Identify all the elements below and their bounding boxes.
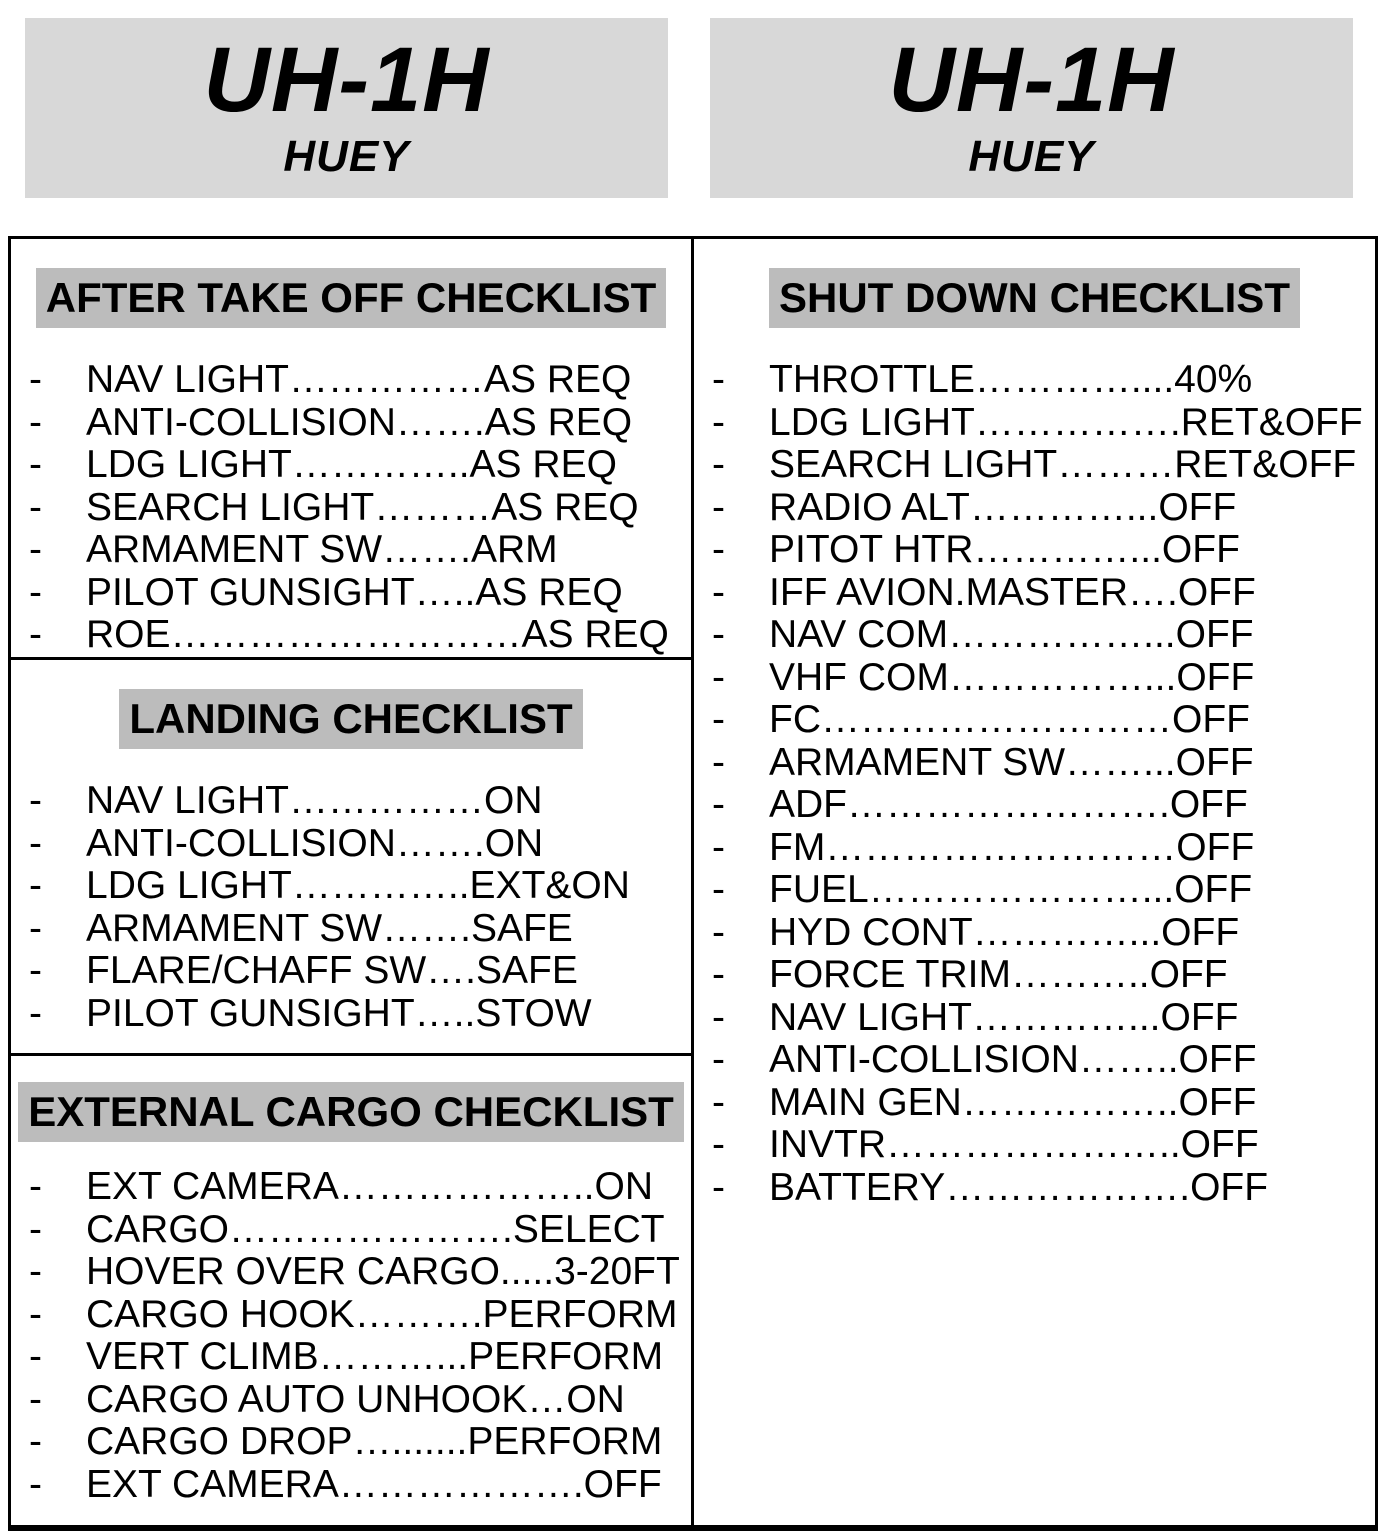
checklist-item-text: ANTI-COLLISION……..OFF	[769, 1038, 1257, 1081]
checklist-item	[694, 699, 1375, 742]
bullet-dash: -	[712, 528, 725, 571]
checklist-item	[11, 1336, 691, 1379]
bullet-dash: -	[29, 949, 42, 992]
checklist-item	[694, 1039, 1375, 1082]
checklist-item	[694, 912, 1375, 955]
checklist-item-text: EXT CAMERA………………..ON	[86, 1165, 654, 1208]
checklist-item-text: PITOT HTR…………...OFF	[769, 528, 1240, 571]
checklist-item	[694, 742, 1375, 785]
checklist-item-text: PILOT GUNSIGHT…..AS REQ	[86, 570, 623, 614]
checklist-item-text: ARMAMENT SW……...OFF	[769, 740, 1254, 784]
bullet-dash: -	[712, 868, 725, 911]
checklist-item-text: FORCE TRIM………..OFF	[769, 953, 1228, 996]
right-column	[691, 239, 1375, 1525]
bullet-dash: -	[712, 698, 725, 741]
checklist-item-text: PILOT GUNSIGHT…..STOW	[86, 991, 592, 1035]
checklist-item-text: LDG LIGHT…………..EXT&ON	[86, 864, 630, 907]
checklist-item	[11, 1464, 691, 1507]
checklist-item-text: CARGO AUTO UNHOOK…ON	[86, 1377, 625, 1421]
checklist-item-text: NAV COM……………...OFF	[769, 613, 1254, 656]
checklist-item	[11, 865, 691, 908]
bullet-dash: -	[712, 1080, 725, 1124]
checklist-item	[11, 614, 691, 657]
checklist-item-text: CARGO HOOK……….PERFORM	[86, 1292, 678, 1336]
section-shutdown	[694, 239, 1375, 1209]
checklist-item	[11, 1166, 691, 1209]
section-title: LANDING CHECKLIST	[119, 689, 582, 749]
bullet-dash: -	[29, 864, 42, 907]
bullet-dash: -	[29, 906, 42, 950]
checklist-item	[11, 359, 691, 402]
bullet-dash: -	[29, 1420, 42, 1463]
checklist-item	[694, 572, 1375, 615]
checklist-item-text: FUEL…………………...OFF	[769, 868, 1253, 911]
checklist-item-text: ANTI-COLLISION…….ON	[86, 821, 544, 865]
checklist-item	[694, 827, 1375, 870]
checklist-items	[11, 780, 691, 1035]
aircraft-nickname: HUEY	[968, 132, 1095, 181]
checklist-item-text: MAIN GEN……………..OFF	[769, 1080, 1257, 1124]
section-title: EXTERNAL CARGO CHECKLIST	[18, 1082, 684, 1142]
section-title-bar	[11, 268, 691, 328]
checklist-item-text: ARMAMENT SW…….ARM	[86, 528, 558, 571]
bullet-dash: -	[29, 1377, 42, 1421]
bullet-dash: -	[712, 995, 725, 1039]
section-title: SHUT DOWN CHECKLIST	[769, 268, 1300, 328]
checklist-item-text: SEARCH LIGHT………AS REQ	[86, 485, 639, 529]
checklist-item	[694, 1124, 1375, 1167]
bullet-dash: -	[29, 779, 42, 822]
bullet-dash: -	[29, 613, 42, 656]
header-card-left	[25, 18, 668, 198]
checklist-item-text: ADF…………………….OFF	[769, 783, 1248, 826]
checklist-item	[694, 657, 1375, 700]
checklist-item	[11, 993, 691, 1036]
checklist-item-text: CARGO………………….SELECT	[86, 1207, 665, 1251]
checklist-item	[694, 402, 1375, 445]
bullet-dash: -	[712, 400, 725, 444]
checklist-item	[11, 402, 691, 445]
bullet-dash: -	[29, 1165, 42, 1208]
checklist-item	[11, 1294, 691, 1337]
bullet-dash: -	[29, 485, 42, 529]
checklist-item-text: CARGO DROP….......PERFORM	[86, 1420, 663, 1463]
section-title-bar	[694, 268, 1375, 328]
checklist-item-text: NAV LIGHT…………...OFF	[769, 995, 1239, 1039]
checklist-item	[11, 780, 691, 823]
checklist-item	[11, 529, 691, 572]
bullet-dash: -	[712, 358, 725, 401]
bullet-dash: -	[712, 740, 725, 784]
checklist-item	[11, 444, 691, 487]
checklist-item-text: NAV LIGHT……………ON	[86, 779, 543, 822]
checklist-item	[11, 572, 691, 615]
checklist-item-text: HYD CONT…………...OFF	[769, 910, 1240, 954]
bullet-dash: -	[29, 1207, 42, 1251]
checklist-item	[694, 869, 1375, 912]
bullet-dash: -	[712, 570, 725, 614]
checklist-item-text: ANTI-COLLISION…….AS REQ	[86, 400, 633, 444]
checklist-item	[694, 997, 1375, 1040]
checklist-item-text: FLARE/CHAFF SW….SAFE	[86, 949, 578, 992]
checklist-item-text: BATTERY……………….OFF	[769, 1165, 1269, 1209]
checklist-items	[694, 359, 1375, 1209]
checklist-item-text: NAV LIGHT……………AS REQ	[86, 358, 632, 401]
checklist-item	[694, 444, 1375, 487]
aircraft-nickname: HUEY	[283, 132, 410, 181]
checklist-item-text: INVTR…………………..OFF	[769, 1123, 1259, 1166]
aircraft-model-title: UH-1H	[203, 29, 490, 131]
checklist-item	[694, 614, 1375, 657]
bullet-dash: -	[29, 570, 42, 614]
bullet-dash: -	[712, 1123, 725, 1166]
checklist-item	[11, 487, 691, 530]
checklist-item-text: VERT CLIMB………...PERFORM	[86, 1335, 664, 1378]
checklist-item-text: FM………………………OFF	[769, 825, 1255, 869]
checklist-item	[694, 359, 1375, 402]
section-external-cargo	[11, 1053, 691, 1525]
checklist-items	[11, 1166, 691, 1506]
bullet-dash: -	[712, 825, 725, 869]
bullet-dash: -	[712, 655, 725, 699]
checklist-item-text: VHF COM……………...OFF	[769, 655, 1255, 699]
checklist-item	[694, 487, 1375, 530]
checklist-item-text: SEARCH LIGHT………RET&OFF	[769, 443, 1357, 486]
checklist-item-text: EXT CAMERA……………….OFF	[86, 1462, 662, 1506]
bullet-dash: -	[29, 400, 42, 444]
bullet-dash: -	[29, 821, 42, 865]
left-column	[11, 239, 691, 1525]
aircraft-model-title: UH-1H	[888, 29, 1175, 131]
checklist-item	[694, 784, 1375, 827]
checklist-item	[694, 529, 1375, 572]
checklist-item-text: ROE………………………AS REQ	[86, 613, 669, 656]
checklist-item	[694, 1167, 1375, 1210]
checklist-items	[11, 359, 691, 657]
checklist-item	[694, 1082, 1375, 1125]
bullet-dash: -	[29, 1462, 42, 1506]
checklist-item-text: IFF AVION.MASTER….OFF	[769, 570, 1256, 614]
bullet-dash: -	[712, 443, 725, 486]
bullet-dash: -	[29, 1292, 42, 1336]
checklist-item-text: RADIO ALT…………...OFF	[769, 485, 1237, 529]
bullet-dash: -	[29, 1250, 42, 1293]
section-landing	[11, 657, 691, 1053]
checklist-item	[11, 1209, 691, 1252]
bullet-dash: -	[29, 1335, 42, 1378]
checklist-item	[11, 1421, 691, 1464]
checklist-board	[8, 236, 1378, 1531]
section-title-bar	[11, 1082, 691, 1142]
bullet-dash: -	[29, 528, 42, 571]
checklist-item	[11, 823, 691, 866]
bullet-dash: -	[712, 1165, 725, 1209]
checklist-item	[11, 950, 691, 993]
bullet-dash: -	[29, 991, 42, 1035]
checklist-item-text: LDG LIGHT…………..AS REQ	[86, 443, 617, 486]
bullet-dash: -	[712, 485, 725, 529]
checklist-item	[11, 1379, 691, 1422]
bullet-dash: -	[712, 910, 725, 954]
section-title: AFTER TAKE OFF CHECKLIST	[36, 268, 667, 328]
checklist-item-text: FC………………………OFF	[769, 698, 1250, 741]
checklist-item-text: HOVER OVER CARGO.....3-20FT	[86, 1250, 680, 1293]
header-card-right	[710, 18, 1353, 198]
bullet-dash: -	[712, 613, 725, 656]
section-after-takeoff	[11, 239, 691, 657]
bullet-dash: -	[712, 953, 725, 996]
bullet-dash: -	[29, 443, 42, 486]
checklist-item-text: LDG LIGHT…………….RET&OFF	[769, 400, 1363, 444]
bullet-dash: -	[29, 358, 42, 401]
bullet-dash: -	[712, 783, 725, 826]
checklist-item-text: THROTTLE…………....40%	[769, 358, 1253, 401]
checklist-item	[694, 954, 1375, 997]
bullet-dash: -	[712, 1038, 725, 1081]
section-title-bar	[11, 689, 691, 749]
checklist-item	[11, 1251, 691, 1294]
checklist-item	[11, 908, 691, 951]
checklist-item-text: ARMAMENT SW…….SAFE	[86, 906, 573, 950]
